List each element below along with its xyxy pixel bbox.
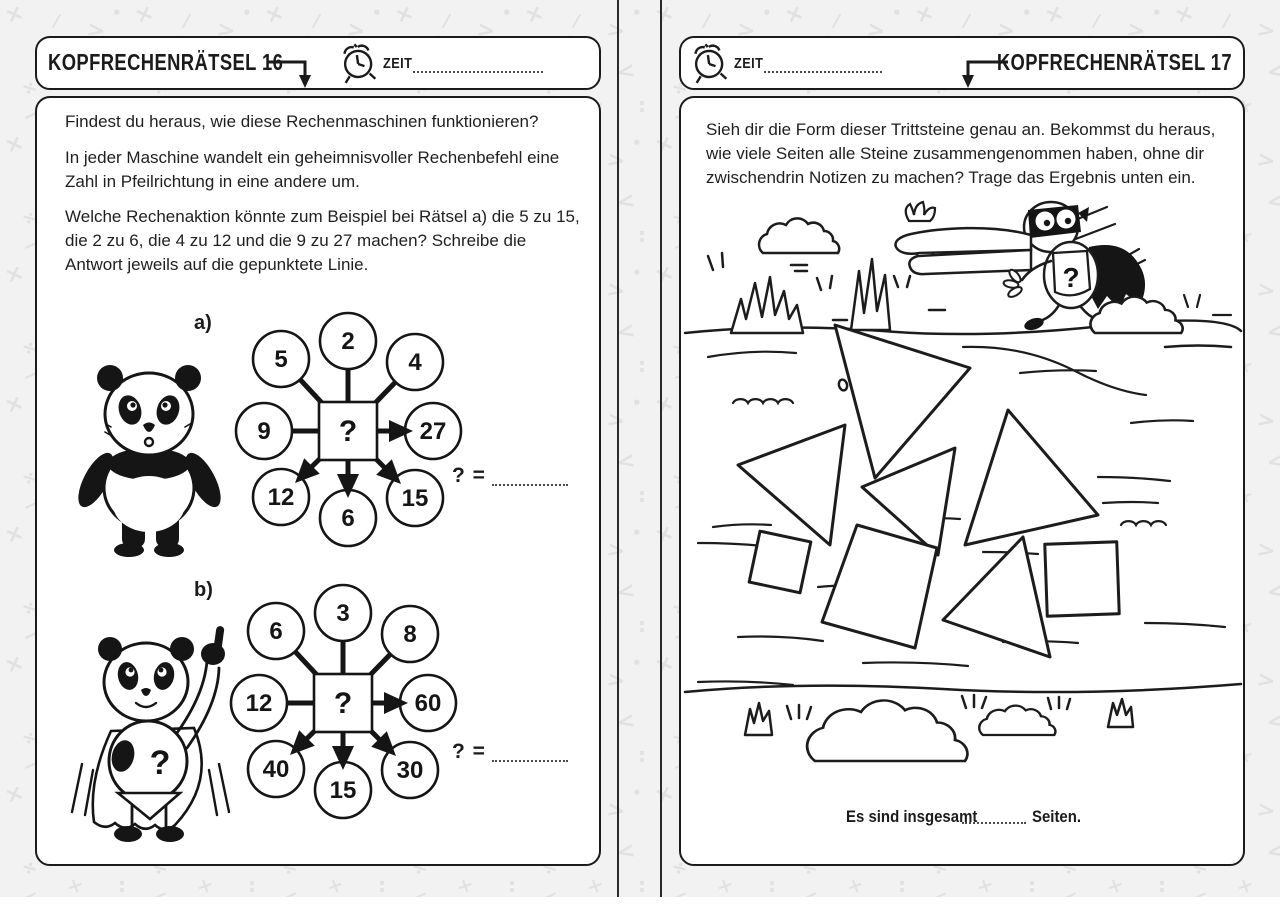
stone-square: [822, 525, 937, 648]
grass-tuft: [745, 703, 772, 735]
superhero-panda-illustration: [66, 616, 241, 846]
bush: [807, 700, 967, 761]
result-answer-line: [962, 822, 1026, 824]
arrow-down-icon: [268, 56, 318, 94]
machine-a-output-bottom: 6: [341, 505, 355, 532]
cloud: [759, 218, 839, 271]
bottom-shoreline: [685, 684, 1241, 692]
machine-b-input-top-left: 6: [269, 618, 283, 645]
answer-a-line: [492, 484, 568, 486]
left-intro-paragraph-3: Welche Rechenaktion könnte zum Beispiel bei Rätsel a) die 5 zu 15, die 2 zu 6, die 4 zu 12 und die 9 zu 27 machen? Schreibe die Antwort jeweils auf die gepunktete Linie.: [65, 207, 580, 274]
book-bottom-edge: [0, 897, 1280, 908]
left-time-answer-line: [413, 71, 543, 73]
machine-diagram-b: [218, 578, 468, 828]
answer-b-line: [492, 760, 568, 762]
result-prefix: Es sind insgesamt: [846, 807, 978, 826]
page-edge-right: [660, 0, 662, 897]
machine-b-input-top-right: 8: [403, 621, 417, 648]
stepping-stones-scene: [683, 195, 1243, 787]
panda-chest-question-mark: ?: [149, 744, 171, 782]
left-intro-text: [65, 110, 587, 289]
machine-a-output-right: 27: [419, 418, 447, 445]
grass-tuft: [851, 259, 890, 330]
machine-a-input-top-left: 5: [274, 346, 288, 373]
machine-a-input-left: 9: [257, 418, 271, 445]
right-time-answer-line: [764, 71, 882, 73]
stone-triangle: [943, 537, 1050, 657]
right-intro-text: [706, 118, 1228, 201]
machine-diagram-a: [223, 306, 473, 556]
bush: [1090, 297, 1182, 333]
stepping-stones: [738, 325, 1119, 657]
water-lines: [698, 347, 1225, 685]
machine-b-output-right: 60: [414, 690, 442, 717]
stone-triangle: [738, 425, 845, 545]
left-page-title: KOPFRECHENRÄTSEL 16: [48, 49, 284, 75]
croc-chest-question-mark: ?: [1062, 262, 1080, 293]
panda-illustration: [72, 362, 227, 558]
right-page-title: KOPFRECHENRÄTSEL 17: [996, 49, 1232, 75]
result-suffix: Seiten.: [1032, 807, 1082, 826]
left-intro-paragraph-1: Findest du heraus, wie diese Rechenmaschinen funktionieren?: [65, 112, 539, 131]
machine-a-mystery-operator: ?: [338, 415, 358, 448]
machine-b-output-bottom: 15: [329, 777, 357, 804]
machine-a-output-bottom-left: 12: [267, 484, 295, 511]
grass-tuft: [731, 277, 803, 333]
grass-tuft: [1108, 699, 1133, 727]
machine-b-mystery-operator: ?: [333, 687, 353, 720]
puzzle-a-label: a): [194, 312, 212, 334]
bush: [979, 706, 1055, 735]
left-time-label: ZEIT: [383, 55, 413, 72]
answer-b-prefix: ? =: [452, 740, 486, 763]
alarm-clock-icon: [688, 42, 730, 84]
left-intro-paragraph-2: In jeder Maschine wandelt ein geheimnisvoller Rechenbefehl eine Zahl in Pfeilrichtung in eine andere um.: [65, 147, 560, 191]
machine-a-input-top-right: 4: [408, 349, 422, 376]
stone-square: [749, 531, 811, 593]
right-time-label: ZEIT: [734, 55, 764, 72]
machine-a-input-top: 2: [341, 328, 355, 355]
machine-b-output-bottom-right: 30: [396, 757, 424, 784]
puzzle-b-label: b): [194, 579, 213, 601]
stone-square: [1045, 542, 1119, 616]
machine-b-input-top: 3: [336, 600, 350, 627]
machine-a-output-bottom-right: 15: [401, 485, 429, 512]
alarm-clock-icon: [337, 42, 379, 84]
answer-a-prefix: ? =: [452, 464, 486, 487]
right-intro-paragraph-1: Sieh dir die Form dieser Trittsteine genau an. Bekommst du heraus, wie viele Seiten alle Steine zusammengenommen haben, ohne dir zwischendrin Notizen zu machen? Trage das Ergebnis unten ein.: [706, 120, 1216, 187]
stone-triangle: [965, 410, 1098, 545]
machine-b-output-bottom-left: 40: [262, 756, 290, 783]
page-edge-left: [617, 0, 619, 897]
machine-b-input-left: 12: [245, 690, 273, 717]
